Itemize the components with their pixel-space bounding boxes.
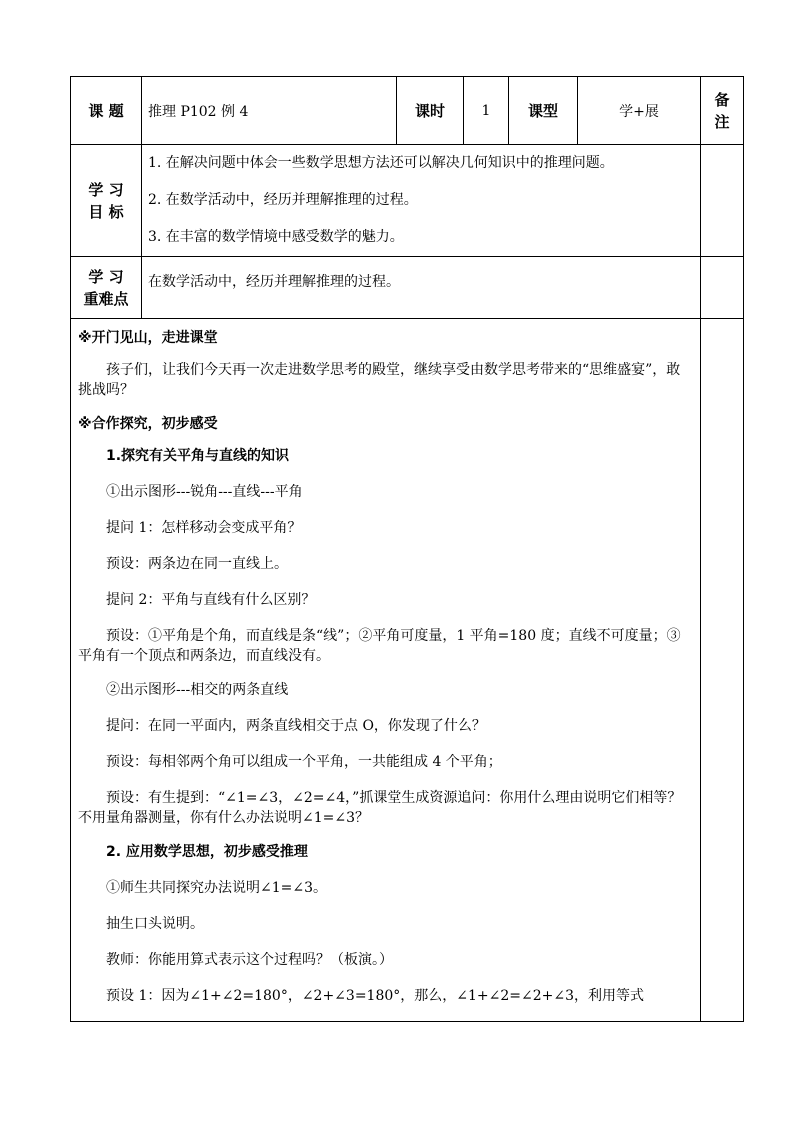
- key-points-label: 学 习 重难点: [71, 257, 142, 319]
- paragraph: 提问 1：怎样移动会变成平角？: [106, 520, 302, 536]
- paragraph: ①师生共同探究办法说明∠1=∠3。: [106, 880, 328, 896]
- paragraph: 预设：有生提到：“∠1=∠3，∠2=∠4，”抓课堂生成资源追问：你用什么理由说明它们相等？不用量角器测量，你有什么办法说明∠1=∠3？: [78, 790, 682, 826]
- goals-cell: [142, 145, 701, 257]
- paragraph: ①出示图形---锐角---直线---平角: [106, 484, 303, 500]
- paragraph: 孩子们，让我们今天再一次走进数学思考的殿堂，继续享受由数学思考带来的“思维盛宴”，敢挑战吗？: [78, 362, 681, 398]
- lesson-plan-table: [70, 76, 744, 1022]
- notes-label: 备 注: [701, 77, 744, 145]
- body-row: [71, 319, 744, 1022]
- lesson-body: [71, 319, 700, 1020]
- section-heading: ※开门见山，走进课堂: [78, 330, 218, 346]
- type-value: 学+展: [578, 77, 701, 145]
- key-points-text: 在数学活动中，经历并理解推理的过程。: [142, 257, 701, 319]
- subsection-heading: 1.探究有关平角与直线的知识: [106, 448, 290, 464]
- paragraph: 提问：在同一平面内，两条直线相交于点 O，你发现了什么？: [106, 718, 486, 734]
- paragraph: 预设 1：因为∠1+∠2=180°，∠2+∠3=180°，那么，∠1+∠2=∠2+∠3，利用等式: [106, 988, 645, 1004]
- notes-cell: [701, 257, 744, 319]
- paragraph: 预设：每相邻两个角可以组成一个平角，一共能组成 4 个平角；: [106, 754, 502, 770]
- notes-cell: [701, 145, 744, 257]
- key-points-row: [71, 257, 744, 319]
- topic-value: 推理 P102 例 4: [142, 77, 397, 145]
- header-row: [71, 77, 744, 145]
- subsection-heading: 2. 应用数学思想，初步感受推理: [106, 844, 308, 860]
- goal-item: 2. 在数学活动中，经历并理解推理的过程。: [148, 192, 418, 208]
- section-heading: ※合作探究，初步感受: [78, 416, 218, 432]
- goal-item: 1. 在解决问题中体会一些数学思想方法还可以解决几何知识中的推理问题。: [148, 155, 614, 171]
- paragraph: 抽生口头说明。: [106, 916, 204, 932]
- type-label: 课型: [509, 77, 578, 145]
- paragraph: ②出示图形---相交的两条直线: [106, 682, 289, 698]
- paragraph: 提问 2：平角与直线有什么区别？: [106, 592, 316, 608]
- lesson-body-cell: [71, 319, 701, 1022]
- goals-row: [71, 145, 744, 257]
- hours-label: 课时: [397, 77, 464, 145]
- goals-label: 学 习 目 标: [71, 145, 142, 257]
- paragraph: 预设：①平角是个角，而直线是条“线”；②平角可度量，1 平角=180 度；直线不可度量；③平角有一个顶点和两条边，而直线没有。: [78, 628, 681, 664]
- hours-value: 1: [464, 77, 509, 145]
- paragraph: 教师：你能用算式表示这个过程吗？（板演。）: [106, 952, 393, 968]
- topic-label: 课 题: [71, 77, 142, 145]
- paragraph: 预设：两条边在同一直线上。: [106, 556, 288, 572]
- notes-cell: [701, 319, 744, 1022]
- goal-item: 3. 在丰富的数学情境中感受数学的魅力。: [148, 229, 404, 245]
